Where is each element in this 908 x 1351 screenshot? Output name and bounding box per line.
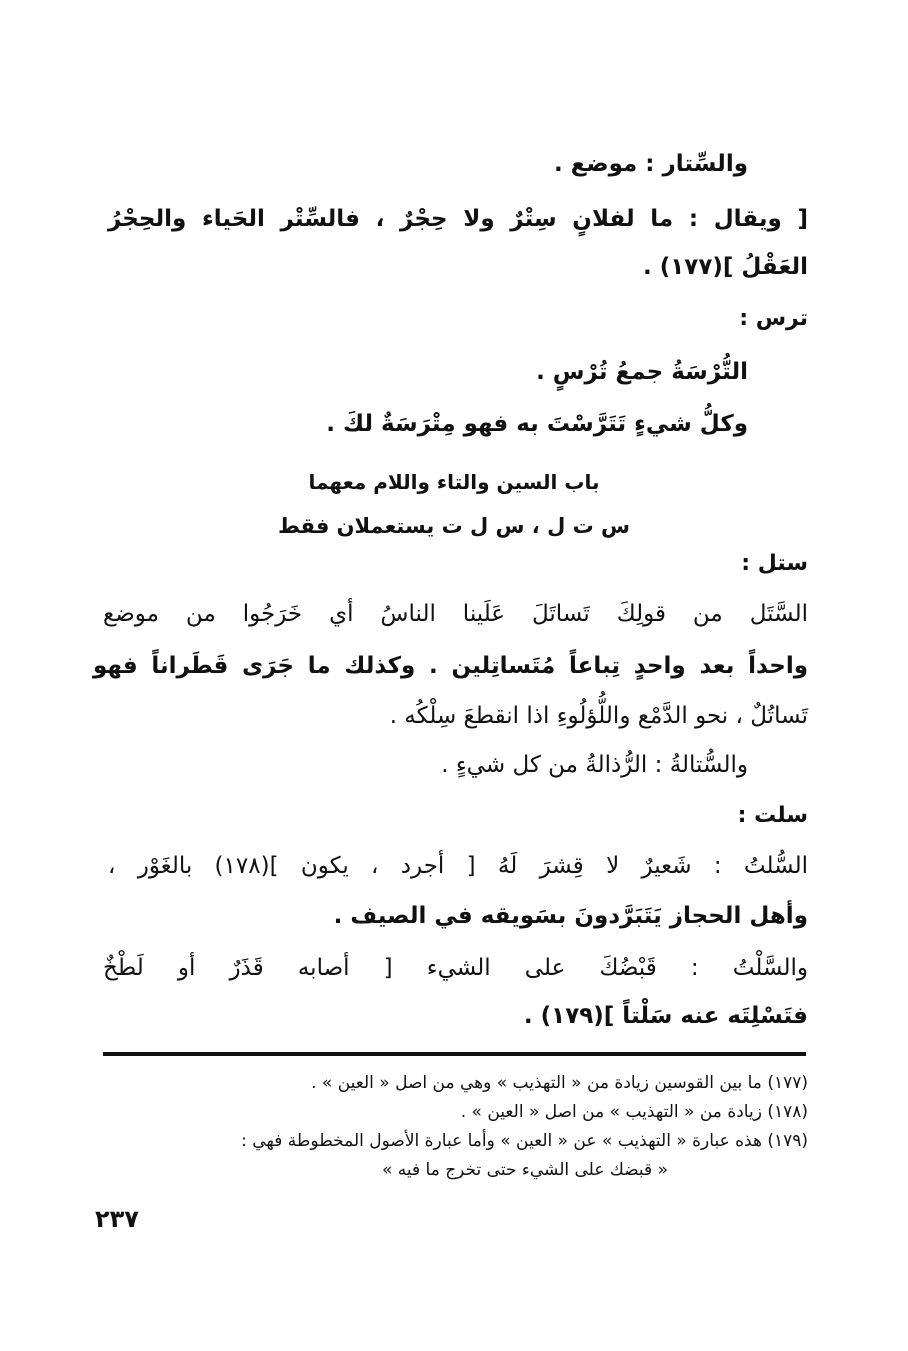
chapter-subtitle: س ت ل ، س ل ت يستعملان فقط	[277, 514, 631, 538]
text-line: العَقْلُ ](١٧٧) .	[642, 254, 808, 280]
text-line: واحداً بعد واحدٍ تِباعاً مُتَساتِلين . وكذلك ما جَرَى قَطَراناً فهو	[93, 653, 808, 679]
text-line: والسَّلْتُ : قَبْضُكَ على الشيء [ أصابه قَذَرٌ أو لَطْخٌ	[103, 955, 808, 981]
entry-heading: سلت :	[737, 803, 808, 828]
text-line: والسُّتالةُ : الرُّذالةُ من كل شيءٍ .	[441, 752, 748, 778]
text-line: السَّتَل من قولِكَ تَساتَلَ عَلَينا الناسُ أي خَرَجُوا من موضع	[103, 601, 808, 627]
text-line: وأهل الحجاز يَتَبَرَّدونَ بسَويقه في الصيف .	[333, 903, 808, 929]
footnote: (١٧٨) زيادة من « التهذيب » من اصل « العين » .	[460, 1102, 808, 1122]
entry-heading: ستل :	[741, 551, 808, 576]
text-line: تَساتُلٌ ، نحو الدَّمْع واللُّؤلُوءِ اذا انقطعَ سِلْكُه .	[389, 703, 808, 729]
page-number: ٢٣٧	[95, 1205, 139, 1233]
chapter-title: باب السين والتاء واللام معهما	[308, 470, 600, 494]
text-line: السُّلتُ : شَعيرٌ لا قِشرَ لَهُ [ أجرد ، يكون ](١٧٨) بالغَوْر ،	[108, 853, 808, 879]
text-line: والسِّتار : موضع .	[553, 151, 748, 177]
text-line: فتَسْلِتَه عنه سَلْتاً ](١٧٩) .	[523, 1003, 808, 1029]
text-line: التُّرْسَةُ جمعُ تُرْسٍ .	[536, 359, 748, 385]
text-line: [ ويقال : ما لفلانٍ سِتْرٌ ولا حِجْرٌ ، فالسِّتْر الحَياء والحِجْرُ	[108, 206, 808, 232]
footnote-divider	[103, 1052, 806, 1056]
footnote: « قبضك على الشيء حتى تخرج ما فيه »	[381, 1160, 668, 1180]
entry-heading: ترس :	[739, 306, 808, 331]
text-line: وكلُّ شيءٍ تَتَرَّسْتَ به فهو مِتْرَسَةٌ لكَ .	[326, 411, 748, 437]
footnote: (١٧٧) ما بين القوسين زيادة من « التهذيب » وهي من اصل « العين » .	[311, 1073, 808, 1093]
footnote: (١٧٩) هذه عبارة « التهذيب » عن « العين » وأما عبارة الأصول المخطوطة فهي :	[241, 1131, 808, 1151]
